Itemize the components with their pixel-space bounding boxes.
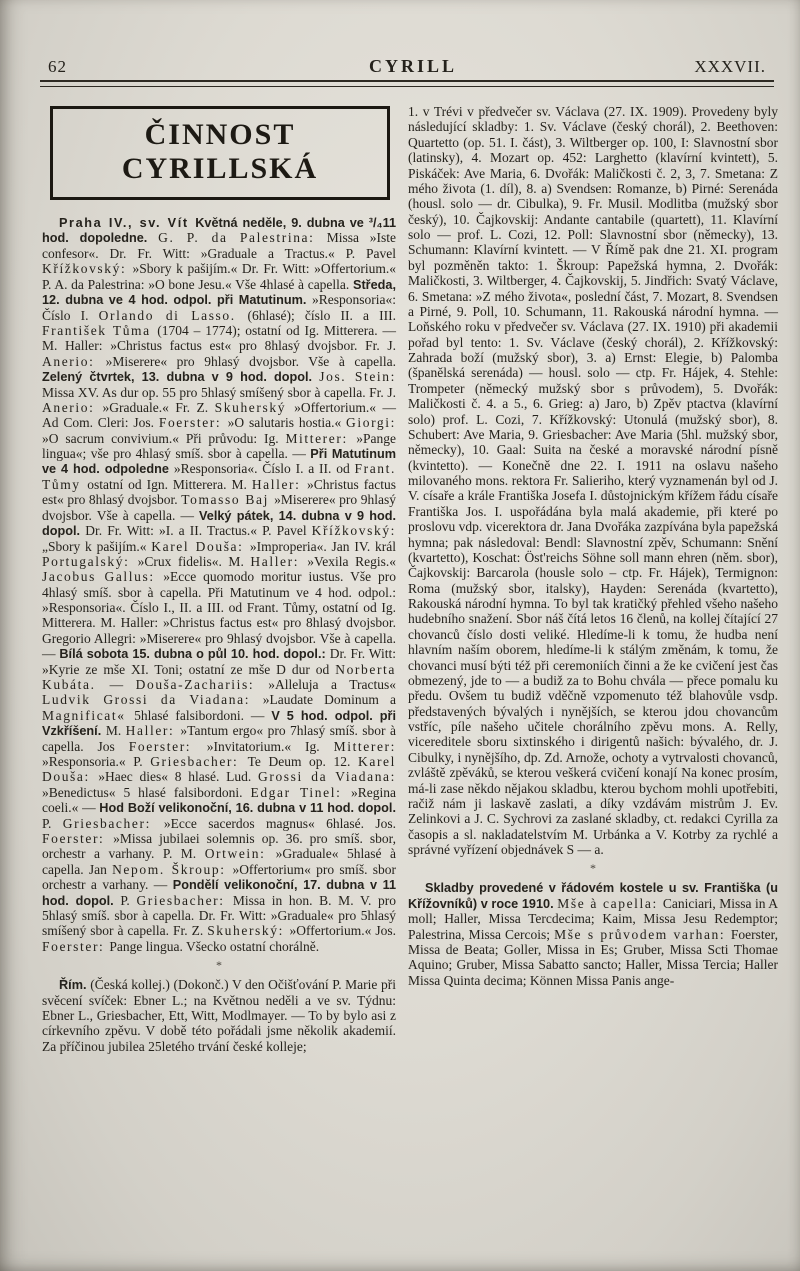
text-run: »Regina coeli.« — xyxy=(42,784,396,816)
text-run: »Improperia«. Jan IV. král xyxy=(249,538,396,554)
text-run: „Sbory k pašijím.« xyxy=(42,538,152,554)
text-run: »Vexila Regis.« xyxy=(307,553,396,569)
text-run: »Ecce quomodo moritur iustus. Vše pro 4hlasý smíš. sbor à capella. Při Matutinum ve 4 hod. odpol.: »Responsoria«. Číslo I., II. a III. od Frant. Tůmy, ostatní od Ig. Mitterera. M. Haller: »Christus factus est« pro 8hlasý dvojsbor. Gregorio Allegri: »Miserere« pro 9hlasý dvojsbor. Vše à capella. — xyxy=(42,569,396,662)
header-rule xyxy=(40,80,774,87)
text-run: »Laudate Dominum a xyxy=(262,692,397,708)
text-run: »Graduale.« Fr. Z. xyxy=(102,399,215,415)
text-run: Griesbacher: xyxy=(62,815,164,831)
text-run: Caniciari, Missa in A moll; Haller, Missa Tercdecima; Kaim, Missa Jesu Redemptor; Palestrina, Missa Cercois; xyxy=(408,895,778,942)
text-run: Giorgi: xyxy=(346,415,396,431)
text-run: Missa XV. As dur op. 55 pro 5hlasý smíšený sbor à capella. Fr. J. xyxy=(42,384,396,400)
text-run: Te Deum op. 12. xyxy=(247,754,359,770)
text-run: »Missa jubilaei solemnis op. 36. pro smíš. sbor, orchestr a varhany. P. M. xyxy=(42,831,396,862)
text-run: Mše s průvodem varhan: xyxy=(554,926,731,942)
text-run: Tomasso Baj xyxy=(181,492,275,508)
text-run: Anerio: xyxy=(42,399,103,415)
text-run: P. xyxy=(42,815,63,831)
left-column xyxy=(42,104,396,1054)
text-run: Mitterer: xyxy=(333,738,396,754)
text-run: (1704 – 1774); ostatní od Ig. Mitterera. — M. Haller: »Christus factus est« pro 8hlasý dvojsbor. Fr. J. xyxy=(42,322,396,354)
text-run: Nepom. Škroup: xyxy=(112,861,233,877)
journal-title: CYRILL xyxy=(368,56,457,76)
page-header xyxy=(0,0,800,77)
text-run: »Responsoria.« P. xyxy=(42,754,151,770)
text-run: »Ecce sacerdos magnus« 6hlasé. Jos. xyxy=(163,815,396,831)
text-run: Foerster: xyxy=(158,415,228,431)
text-run: Haller: xyxy=(125,723,181,739)
text-run: Haller: xyxy=(251,476,308,492)
text-run: Griesbacher: xyxy=(136,892,233,908)
content-columns xyxy=(0,87,800,1054)
text-run: »Invitatorium.« Ig. xyxy=(206,738,334,754)
text-run: S — a. xyxy=(563,842,604,857)
text-run: Velký pátek, 14. dubna v 9 hod. dopol. xyxy=(42,508,397,539)
text-run: »Offertorium.« — Ad Com. Cleri: Jos. xyxy=(42,399,396,431)
text-run: František Tůma xyxy=(42,322,158,338)
text-run: 1. v Trévi v předvečer sv. Václava (27. IX. 1909). Provedeny byly následující skladby: 1. Sv. Václave (český chorál), 2. Beethoven: Quartetto (op. 51. I. část), 3. Wiltberger op. 100, I: Slavnostní sbor (latinsky), 4. Mozart op. 452: Larghetto (klavírní kvintett), 5. Piskáček: Ave Maria, 6. Dvořák: Maličkosti č. 2, 3, 7. Smetana: Z mého života (1. díl), 8. a) Svendsen: Romanze, b) Pirné: Serenáda (housl. solo — dr. Cibulka), 9. Fr. Musil. Modlitba (mužský sbor český), 10. Čajkovskij: Andante cantabile (quartett), 11. Klavírní solo — prof. L. Cozi, 12. Poll: Slavnostní sbor (německy), 13. Schumann: Klavírní kvintett. — V Římě pak dne 21. XI. program byl pozměněn takto: 1. Škroup: Papežská hymna, 2. Dvořák: Maličkosti, 3. Wiltberger, 4. Čajkovskij, 5. Jindřich: Svatý Václave, 6. Smetana: »Z mého života«, poslední část, 7. Mozart, 8. Svendsen a Pirné, 9. Poll, 10. Schumann, 11. Rakouská národní hymna. — Loňského roku v předvečer sv. Václava (27. IX. 1910) při akademii pořad byl tento: 1. Sv. Václave (český chorál), 2. Křížkovský: Zahrada boží (mužský sbor), 3. a) Ernst: Elegie, b) Palomba (španělská serenáda) — housl. solo — ctp. Fr. Hájek, 4. Stehle: Trompeter (německý mužský sbor s průvodem), 5. Dvořák: Maličkosti č. 4. a 5., 6. Grieg: a) Jaro, b) Zpěv ptactva (klavírní solo) prof. L. Cozi, 7. Křížkovský: Utonulá (mužský sbor), 8. Schubert: Ave Maria, 9. Griesbacher: Ave Maria (5hl. mužský sbor, německy), 10. Gaal: Suita na české a moravské národní písně (kvintetto). — Konečně dne 22. I. 1911 na oslavu našeho milovaného mons. rektora Fr. Salieriho, který vyznamenán byl od J. V. císaře a krále Františka Josefa I. důstojnickým křížem řádu císaře Františka Jos. I. uspořádána byla malá akademie, při které po proslovu vdp. vicerektora dr. Jana Dvořáka zazpívána byla papežská hymna; pak následoval: Bendl: Slavnostní zpěv, Schumann: Snění (kvartetto), Koschat: Öst'reichs Söhne soll mann ehren (něm. sbor), Čajkovskij: Barcarola (housle solo – ctp. Fr. Hájek), Termignon: Roma (mužský sbor, italsky), Hayden: Serenáda (kvartetto), Rakouská národní hymna. To byl tak kratičký přehled všeho našeho hudebního snažení. Sbor náš čítá letos 16 členů, na kollej čítající 27 chovanců číslo dosti veliké. Hledíme-li k tomu, že hudba není hlavním naším oborem, hledíme-li k stálým změnám, k tomu, že chovanci musí býti též při ceremoniích činni a že ke cvičení jest čas obmezený, jde to — a budiž za to Bohu chvála — přece pomalu ku předu. Ovšem tu budiž vděčně vzpomenuto též blahovůle vsdp. představených bývalých i nynějších, se kterou jdou chovancům vstříc, píle našeho učitele chorálního zpěvu mons. A. Relly, vicereditele sboru sixtinského i dirigentů našich: bývalého, dr. J. Cibulky, i nynějšího, dp. Zd. Arnože, ochoty a vytrvalosti chovanců, zvláště zpěváků, se kterou veškerá cvičení konají Na konec prosím, má-li zase někdo nějakou skladbu, kterou bychom mohli upotřebiti, račiž nám ji laskavě zaslati, a díky vzdávám mistrům J. Ev. Zelinkovi a J. C. Sychrovi za zaslané skladby, ct. redakci Cyrilla za časopis a sl. nakladatelstvím M. Urbánka a V. Kotrby za rychlé a správné vyřízení objednávek xyxy=(408,104,778,857)
text-run: Douša-Zachariis: xyxy=(135,677,269,693)
text-run: »Alleluja a Tractus« xyxy=(268,677,396,693)
text-run: Mše à capella: xyxy=(557,895,663,911)
text-run: Edgar Tinel: xyxy=(250,784,351,800)
text-run: ostatní od Ign. Mitterera. M. xyxy=(87,476,252,492)
paragraph xyxy=(408,880,778,988)
text-run: Bílá sobota 15. dubna o půl 10. hod. dopol.: xyxy=(59,647,330,662)
text-run: Norberta Kubáta. xyxy=(42,661,396,693)
text-run: »Sbory k pašijím.« Dr. Fr. Witt: »Offertorium.« P. A. da Palestrina: »O bone Jesu.« Vše 4hlasé à capella. xyxy=(42,261,396,292)
text-run: Karel Douša: xyxy=(42,754,396,785)
text-run: Foerster: xyxy=(128,738,207,754)
text-run: Květná neděle, 9. dubna ve ³/₄11 hod. dopoledne. xyxy=(42,216,397,246)
text-run: Karel Douša: xyxy=(151,538,250,554)
text-run: »Offertorium.« Jos. xyxy=(289,923,396,939)
text-run: Skuherský xyxy=(214,399,295,415)
text-run: »Pange lingua«; vše pro 4hlasý smíš. sbor à capella. — xyxy=(42,430,396,462)
text-run: »O sacrum convivium.« Při průvodu: Ig. xyxy=(42,430,286,446)
text-run: Křížkovský: xyxy=(311,523,397,539)
text-run: »Offertorium« pro smíš. sbor orchestr a varhany. — xyxy=(42,861,397,893)
text-run: (6hlasé); číslo II. a III. xyxy=(247,307,396,323)
text-run: »Haec dies« 8 hlasé. Lud. xyxy=(98,769,258,785)
text-run: Jacobus Gallus: xyxy=(42,569,164,585)
text-run: — xyxy=(109,677,136,693)
text-run: Dr. Fr. Witt: »Kyrie ze mše XI. Toni; ostatní ze mše D dur od xyxy=(42,646,396,677)
text-run: »Responsoria«: Číslo I. xyxy=(42,292,396,323)
section-title-box xyxy=(50,106,390,200)
section-separator: * xyxy=(216,958,222,973)
text-run: Foerster, Missa de Beata; Goller, Missa in Es; Gruber, Missa Scti Thomae Aquino; Gruber, Missa Sabatto sancto; Haller, Missa Tercia; Haller Missa Quinta decima; Können Missa Panis ange- xyxy=(408,926,778,988)
right-column xyxy=(408,104,778,1054)
text-run: »Graduale« 5hlasé à capella. Jan xyxy=(42,846,397,877)
text-run: Skuherský: xyxy=(207,923,290,939)
volume-number: XXXVII. xyxy=(694,57,766,76)
text-run: Foerster: xyxy=(42,938,110,954)
text-run: Mitterer: xyxy=(285,430,357,446)
section-title: ČINNOST CYRILLSKÁ xyxy=(121,118,319,185)
text-run: (Česká kollej.) (Dokonč.) V den Očišťování P. Marie při svěcení svíček: Ebner L.; na Květnou neděli a ve sv. Týdnu: Ebner L., Griesbacher, Ett, Witt, Modlmayer. — To by bylo asi z církevního zpěvu. V době této pořádali jsme několik akademií. Za příčinou jubilea 25letého trvání české kolleje; xyxy=(42,977,396,1054)
text-run: Magnificat« xyxy=(42,707,135,723)
text-run: »Crux fidelis«. M. xyxy=(137,553,251,569)
paragraph xyxy=(42,977,396,1054)
paragraph xyxy=(408,104,778,857)
text-run: »Tantum ergo« pro 7hlasý smíš. sbor à capella. Jos xyxy=(42,723,396,754)
text-run: 5hlasé falsibordoni. — xyxy=(134,707,272,723)
text-run: Missa in hon. B. M. V. pro 5hlasý smíš. sbor à capella. Dr. Fr. Witt: »Graduale« pro 5hlasý smíšený sbor à capella. Fr. Z. xyxy=(42,892,396,939)
text-run: Frant. Tůmy xyxy=(42,461,396,492)
text-run: Griesbacher: xyxy=(150,754,248,770)
text-run: Při Matutinum ve 4 hod. odpoledne xyxy=(42,447,396,477)
text-run: »Responsoria«. Číslo I. a II. od xyxy=(173,461,355,477)
text-run: Pondělí velikonoční, 17. dubna v 11 hod. dopol. xyxy=(42,878,397,908)
text-run: Portugalský: xyxy=(42,553,138,569)
text-run: Missa »Iste confesor«. Dr. Fr. Witt: »Graduale a Tractus.« P. Pavel xyxy=(42,230,396,261)
text-run: »Benedictus« 5 hlasé falsibordoni. xyxy=(42,784,251,800)
text-run: »Christus factus est« pro 8hlasý dvojsbor. xyxy=(42,476,396,508)
text-run: P. xyxy=(120,892,137,908)
text-run: Anerio: xyxy=(42,353,106,369)
text-run: Zelený čtvrtek, 13. dubna v 9 hod. dopol. xyxy=(42,370,320,385)
text-run: Dr. Fr. Witt: »I. a II. Tractus.« P. Pavel xyxy=(85,523,312,539)
text-run: Skladby provedené v řádovém kostele u sv. Františka (u Křížovníků) v roce 1910. xyxy=(408,881,778,911)
text-run: Křížkovský: xyxy=(42,261,133,277)
text-run: »Miserere« pro 9hlasý dvojsbor. Vše à capella. — xyxy=(42,492,397,523)
text-run: Grossi da Viadana: xyxy=(258,769,396,785)
text-run: G. P. da Palestrina: xyxy=(158,230,327,246)
text-run: Pange lingua. Všecko ostatní chorálně. xyxy=(109,938,320,954)
text-run: »O salutaris hostia.« xyxy=(227,415,347,431)
text-run: V 5 hod. odpol. při Vzkříšení. xyxy=(42,708,396,739)
text-run: Foerster: xyxy=(42,831,114,847)
text-run: Ortwein: xyxy=(204,846,276,862)
text-run: Jos. Stein: xyxy=(319,369,396,385)
text-run: Haller: xyxy=(250,553,308,569)
text-run: Ludvik Grossi da Viadana: xyxy=(42,692,263,708)
page-number: 62 xyxy=(48,57,67,76)
text-run: Řím. xyxy=(59,978,91,993)
text-run: Praha IV., sv. Vít xyxy=(59,216,196,230)
text-run: Hod Boží velikonoční, 16. dubna v 11 hod. dopol. xyxy=(99,801,396,816)
text-run: Orlando di Lasso. xyxy=(98,307,248,323)
text-run: Středa, 12. dubna ve 4 hod. odpol. při Matutinum. xyxy=(42,277,396,308)
section-separator: * xyxy=(590,861,596,876)
paragraph xyxy=(42,215,396,954)
left-column-text xyxy=(42,215,396,1054)
text-run: »Miserere« pro 9hlasý dvojsbor. Vše à capella. xyxy=(105,353,397,369)
text-run: M. xyxy=(105,723,126,739)
